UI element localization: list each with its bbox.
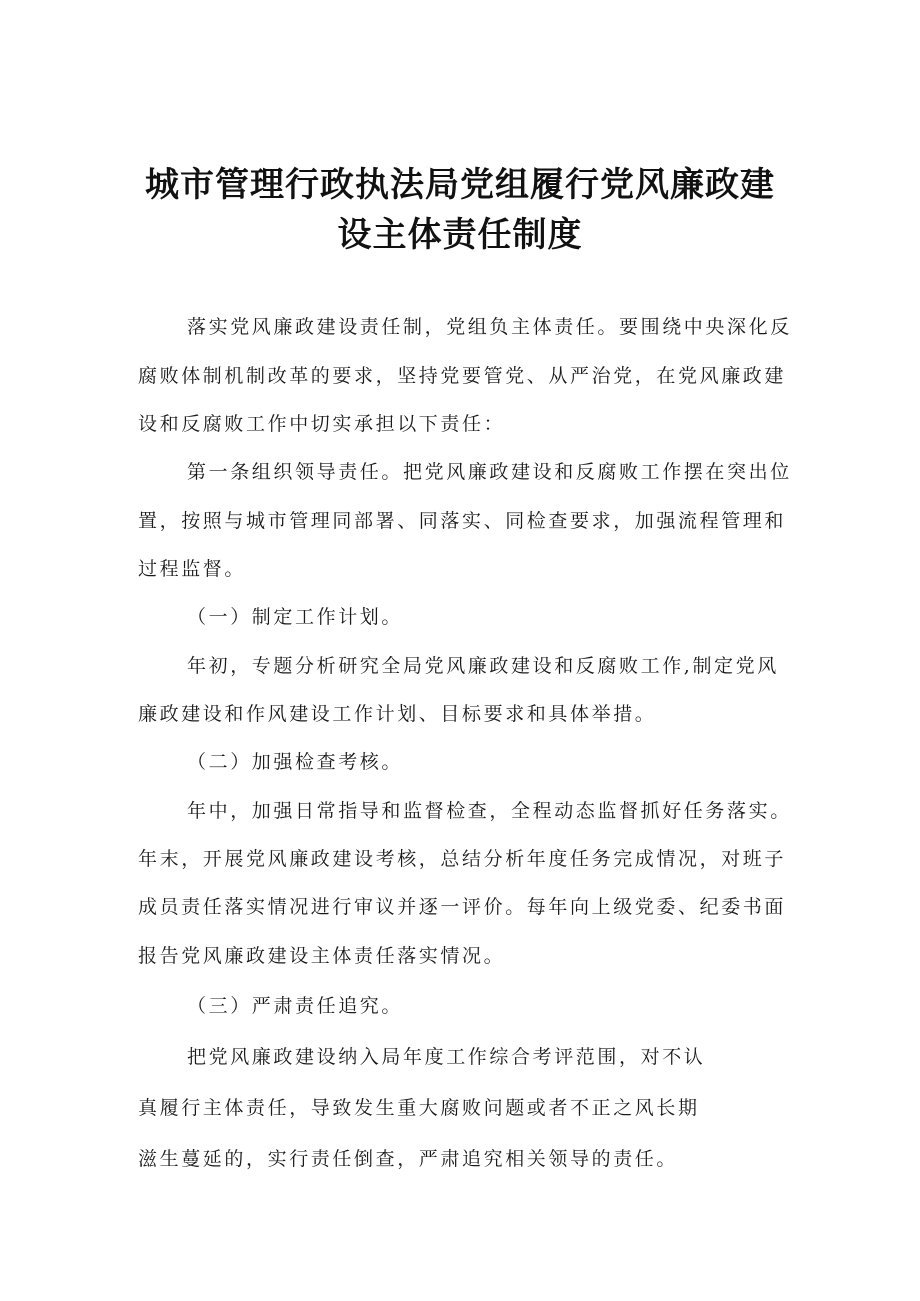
intro-paragraph-line: 设和反腐败工作中切实承担以下责任： <box>138 413 506 435</box>
article-one-line: 第一条组织领导责任。把党风廉政建设和反腐败工作摆在突出位 <box>187 461 792 483</box>
section-heading-1: （一）制定工作计划。 <box>187 606 404 628</box>
section-1-body-line: 廉政建设和作风建设工作计划、目标要求和具体举措。 <box>138 703 657 725</box>
document-title-line-2: 设主体责任制度 <box>337 215 583 255</box>
article-one-line: 过程监督。 <box>138 558 247 580</box>
section-1-body-line: 年初，专题分析研究全局党风廉政建设和反腐败工作,制定党风 <box>187 655 779 677</box>
section-2-body-line: 年末，开展党风廉政建设考核，总结分析年度任务完成情况，对班子 <box>138 848 787 870</box>
section-2-body-line: 成员责任落实情况进行审议并逐一评价。每年向上级党委、纪委书面 <box>138 896 787 918</box>
section-2-body-line: 年中，加强日常指导和监督检查，全程动态监督抓好任务落实。 <box>187 800 792 822</box>
document-title-line-1: 城市管理行政执法局党组履行党风廉政建 <box>145 165 775 205</box>
section-3-body-line: 把党风廉政建设纳入局年度工作综合考评范围，对不认 <box>187 1046 706 1068</box>
section-heading-2: （二）加强检查考核。 <box>187 751 404 773</box>
intro-paragraph-line: 落实党风廉政建设责任制，党组负主体责任。要围绕中央深化反 <box>187 316 792 338</box>
intro-paragraph-line: 腐败体制机制改革的要求，坚持党要管党、从严治党，在党风廉政建 <box>138 365 787 387</box>
section-2-body-line: 报告党风廉政建设主体责任落实情况。 <box>138 945 506 967</box>
section-3-body-line: 真履行主体责任，导致发生重大腐败问题或者不正之风长期 <box>138 1097 700 1119</box>
section-3-body-line: 滋生蔓延的，实行责任倒查，严肃追究相关领导的责任。 <box>138 1148 679 1170</box>
section-heading-3: （三）严肃责任追究。 <box>187 995 404 1017</box>
article-one-line: 置，按照与城市管理同部署、同落实、同检查要求，加强流程管理和 <box>138 510 787 532</box>
